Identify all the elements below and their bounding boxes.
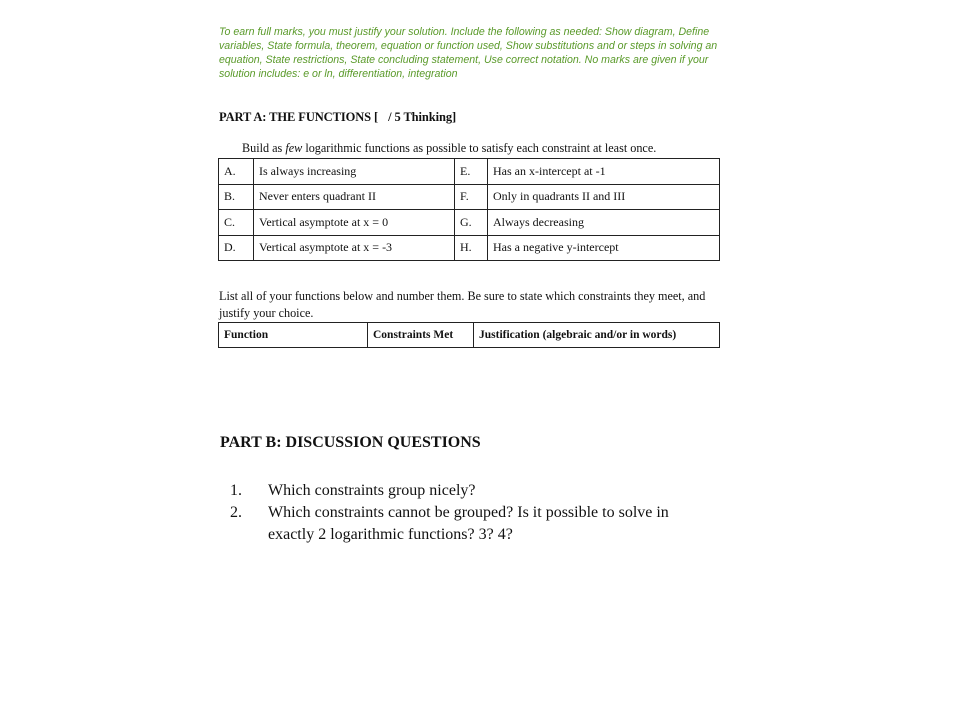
table-row — [219, 159, 720, 185]
list-item — [230, 480, 700, 502]
part-b-title: PART B: DISCUSSION QUESTIONS — [220, 434, 481, 451]
constraint-letter: D. — [219, 235, 254, 261]
table-row — [219, 235, 720, 261]
constraint-text: Is always increasing — [254, 159, 455, 185]
header-function: Function — [219, 323, 368, 348]
part-a-title — [219, 110, 456, 125]
constraint-text: Only in quadrants II and III — [488, 184, 720, 210]
list-instructions: List all of your functions below and number them. Be sure to state which constraints they meet, and justify your choice. — [219, 289, 706, 320]
constraint-letter: E. — [455, 159, 488, 185]
functions-table — [218, 322, 720, 348]
header-justification: Justification (algebraic and/or in words) — [474, 323, 720, 348]
instructions-text: To earn full marks, you must justify your solution. Include the following as needed: Show diagram, Define variables, State formula, theorem, equation or function used, Show substitutions and or steps in solving an equation, State restrictions, State concluding statement, Use correct notation. No marks are given if your solution includes: e or ln, differentiation, integration — [219, 26, 718, 80]
constraint-text: Vertical asymptote at x = 0 — [254, 210, 455, 236]
part-a-title-text: PART A: THE FUNCTIONS [ — [219, 110, 379, 124]
table-row — [219, 210, 720, 236]
build-text-post: logarithmic functions as possible to satisfy each constraint at least once. — [302, 141, 657, 155]
constraint-letter: A. — [219, 159, 254, 185]
part-a-marks: / 5 Thinking] — [388, 110, 457, 124]
discussion-questions — [230, 480, 700, 546]
question-text: Which constraints cannot be grouped? Is it possible to solve in exactly 2 logarithmic functions? 3? 4? — [268, 504, 669, 543]
question-number: 1. — [230, 482, 242, 499]
constraint-text: Never enters quadrant II — [254, 184, 455, 210]
constraint-letter: C. — [219, 210, 254, 236]
constraint-letter: F. — [455, 184, 488, 210]
constraint-letter: H. — [455, 235, 488, 261]
build-instructions — [242, 141, 656, 156]
question-number: 2. — [230, 504, 242, 521]
constraints-table — [218, 158, 720, 261]
table-header-row — [219, 323, 720, 348]
constraint-text: Has a negative y-intercept — [488, 235, 720, 261]
constraint-text: Vertical asymptote at x = -3 — [254, 235, 455, 261]
list-item — [230, 502, 700, 546]
constraint-text: Has an x-intercept at -1 — [488, 159, 720, 185]
constraint-letter: G. — [455, 210, 488, 236]
header-constraints-met: Constraints Met — [368, 323, 474, 348]
build-text-pre: Build as — [242, 141, 286, 155]
constraint-text: Always decreasing — [488, 210, 720, 236]
build-text-emphasis: few — [285, 141, 303, 155]
constraint-letter: B. — [219, 184, 254, 210]
table-row — [219, 184, 720, 210]
question-text: Which constraints group nicely? — [268, 482, 476, 499]
